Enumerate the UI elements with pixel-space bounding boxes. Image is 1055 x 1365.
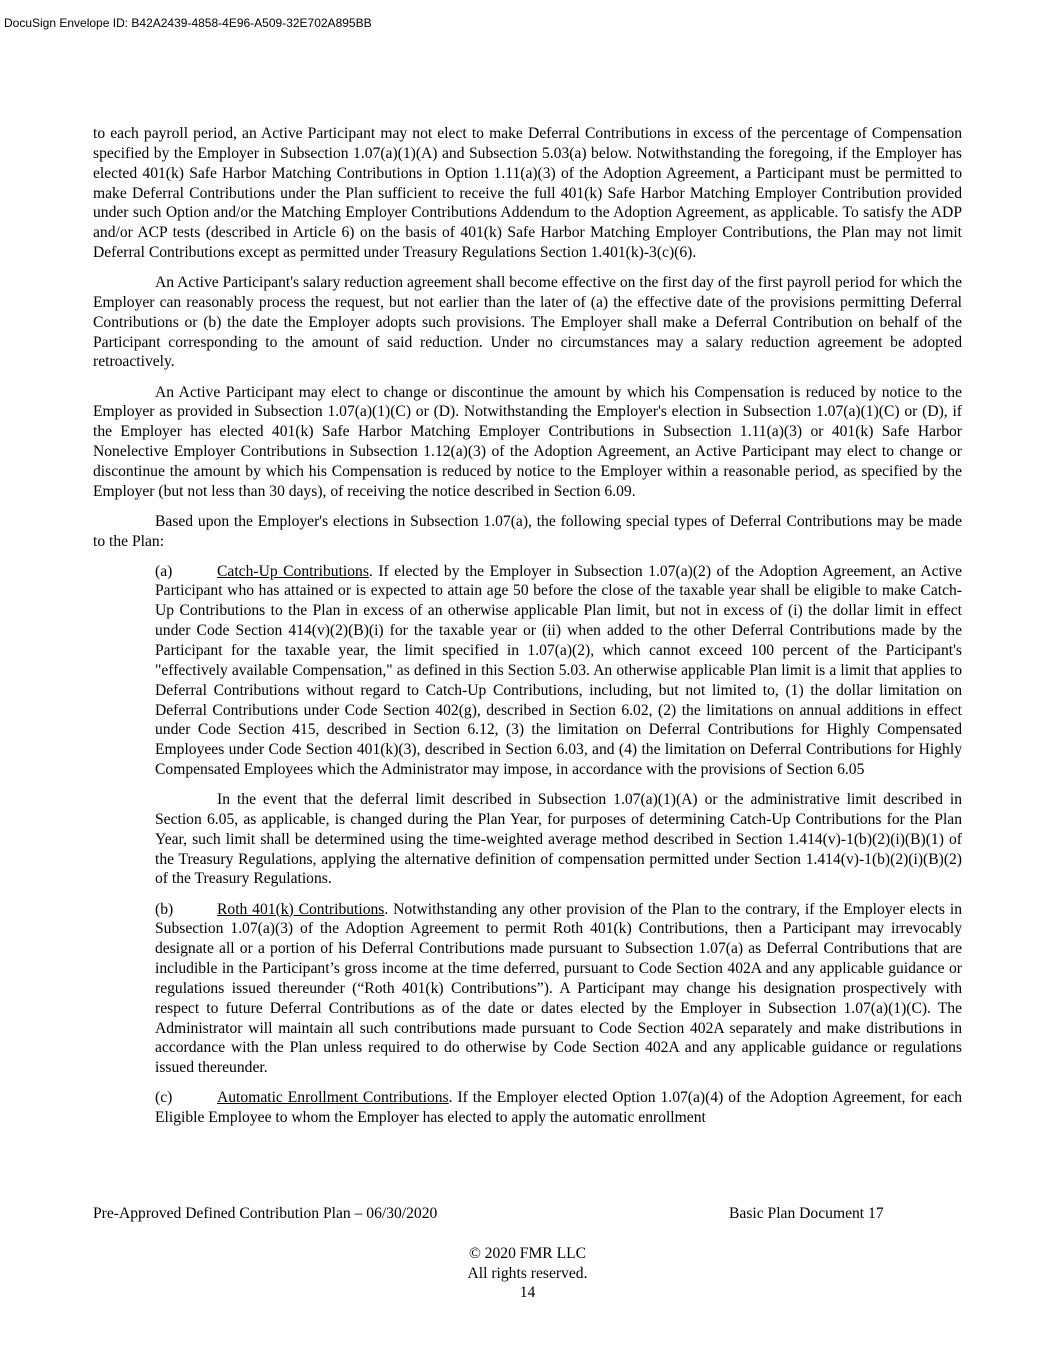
item-catch-up bbox=[155, 562, 962, 780]
item-title: Catch-Up Contributions bbox=[217, 562, 369, 580]
item-text: . Notwithstanding any other provision of the Plan to the contrary, if the Employer elects in Subsection 1.07(a)(3) of the Adoption Agreement to permit Roth 401(k) Contributions, then a Participant may irrevocably designate all or a portion of his Deferral Contributions made pursuant to Subsection 1.07(a) as Deferral Contributions that are includible in the Participant’s gross income at the time deferred, pursuant to Code Section 402A and any applicable guidance or regulations issued thereunder (“Roth 401(k) Contributions”). A Participant may change his designation prospectively with respect to future Deferral Contributions as of the date or dates elected by the Employer in Subsection 1.07(a)(1)(C). The Administrator will maintain all such contributions made pursuant to Code Section 402A separately and make distributions in accordance with the Plan unless required to do otherwise by Code Section 402A and any applicable guidance or regulations issued thereunder. bbox=[155, 900, 962, 1077]
item-catch-up-followup: In the event that the deferral limit described in Subsection 1.07(a)(1)(A) or the administrative limit described in Section 6.05, as applicable, is changed during the Plan Year, for purposes of determining Catch-Up Contributions for the Plan Year, such limit shall be determined using the time-weighted average method described in Section 1.414(v)-1(b)(2)(i)(B)(1) of the Treasury Regulations, applying the alternative definition of compensation permitted under Section 1.414(v)-1(b)(2)(i)(B)(2) of the Treasury Regulations. bbox=[155, 791, 962, 888]
footer-copyright-block bbox=[0, 1244, 1055, 1303]
page-number: 14 bbox=[519, 1284, 536, 1301]
paragraph-salary-reduction: An Active Participant's salary reduction agreement shall become effective on the first day of the first payroll period for which the Employer can reasonably process the request, but not earlier than the later of (a) the effective date of the provisions permitting Deferral Contributions or (b) the date the Employer adopts such provisions. The Employer shall make a Deferral Contribution on behalf of the Participant corresponding to the amount of said reduction. Under no circumstances may a salary reduction agreement be adopted retroactively. bbox=[93, 274, 962, 371]
item-text: . If elected by the Employer in Subsection 1.07(a)(2) of the Adoption Agreement, an Active Participant who has attained or is expected to attain age 50 before the close of the taxable year shall be eligible to make Catch-Up Contributions to the Plan in excess of an otherwise applicable Plan limit, but not in excess of (i) the dollar limit in effect under Code Section 414(v)(2)(B)(i) for the taxable year or (ii) when added to the other Deferral Contributions made by the Participant for the taxable year, the limit specified in 1.07(a)(2), which cannot exceed 100 percent of the Participant's "effectively available Compensation," as defined in this Section 5.03. An otherwise applicable Plan limit is a limit that applies to Deferral Contributions without regard to Catch-Up Contributions, including, but not limited to, (1) the dollar limitation on Deferral Contributions under Code Section 402(g), described in Section 6.02, (2) the limitations on annual additions in effect under Code Section 415, described in Section 6.12, (3) the limitation on Deferral Contributions for Highly Compensated Employees under Code Section 401(k)(3), described in Section 6.03, and (4) the limitation on Deferral Contributions for Highly Compensated Employees which the Administrator may impose, in accordance with the provisions of Section 6.05 bbox=[155, 562, 962, 779]
paragraph-change-discontinue: An Active Participant may elect to change or discontinue the amount by which his Compensation is reduced by notice to the Employer as provided in Subsection 1.07(a)(1)(C) or (D). Notwithstanding the Employer's election in Subsection 1.07(a)(1)(C) or (D), if the Employer has elected 401(k) Safe Harbor Matching Employer Contributions in Subsection 1.11(a)(3) or 401(k) Safe Harbor Nonelective Employer Contributions in Subsection 1.12(a)(3) of the Adoption Agreement, an Active Participant may elect to change or discontinue the amount by which his Compensation is reduced by notice to the Employer within a reasonable period, as specified by the Employer (but not less than 30 days), of receiving the notice described in Section 6.09. bbox=[93, 383, 962, 500]
document-body bbox=[93, 124, 962, 1138]
footer-plan-name: Pre-Approved Defined Contribution Plan – 06/30/2020 bbox=[93, 1205, 438, 1222]
paragraph-continuation: to each payroll period, an Active Participant may not elect to make Deferral Contributions in excess of the percentage of Compensation specified by the Employer in Subsection 1.07(a)(1)(A) and Subsection 5.03(a) below. Notwithstanding the foregoing, if the Employer has elected 401(k) Safe Harbor Matching Contributions in Option 1.11(a)(3) of the Adoption Agreement, a Participant must be permitted to make Deferral Contributions under the Plan sufficient to receive the full 401(k) Safe Harbor Matching Employer Contribution provided under such Option and/or the Matching Employer Contributions Addendum to the Adoption Agreement, as applicable. To satisfy the ADP and/or ACP tests (described in Article 6) on the basis of 401(k) Safe Harbor Matching Employer Contributions, the Plan may not limit Deferral Contributions except as permitted under Treasury Regulations Section 1.401(k)-3(c)(6). bbox=[93, 125, 962, 262]
item-label: (c) bbox=[155, 1089, 173, 1107]
footer-rights: All rights reserved. bbox=[467, 1264, 588, 1282]
footer-document-title: Basic Plan Document 17 bbox=[729, 1205, 884, 1222]
footer-copyright: © 2020 FMR LLC bbox=[468, 1245, 587, 1262]
item-label: (b) bbox=[155, 900, 174, 918]
item-title: Automatic Enrollment Contributions bbox=[217, 1089, 449, 1107]
item-text: . If the Employer elected Option 1.07(a)(4) of the Adoption Agreement, for each Eligible Employee to whom the Employer has elected to apply the automatic enrollment bbox=[155, 1089, 962, 1127]
docusign-envelope-id: DocuSign Envelope ID: B42A2439-4858-4E96-A509-32E702A895BB bbox=[4, 16, 372, 30]
item-roth bbox=[155, 900, 962, 1079]
item-automatic-enrollment bbox=[155, 1088, 962, 1128]
paragraph-special-types: Based upon the Employer's elections in Subsection 1.07(a), the following special types of Deferral Contributions may be made to the Plan: bbox=[93, 512, 962, 550]
item-label: (a) bbox=[155, 562, 173, 580]
item-title: Roth 401(k) Contributions bbox=[217, 900, 385, 918]
